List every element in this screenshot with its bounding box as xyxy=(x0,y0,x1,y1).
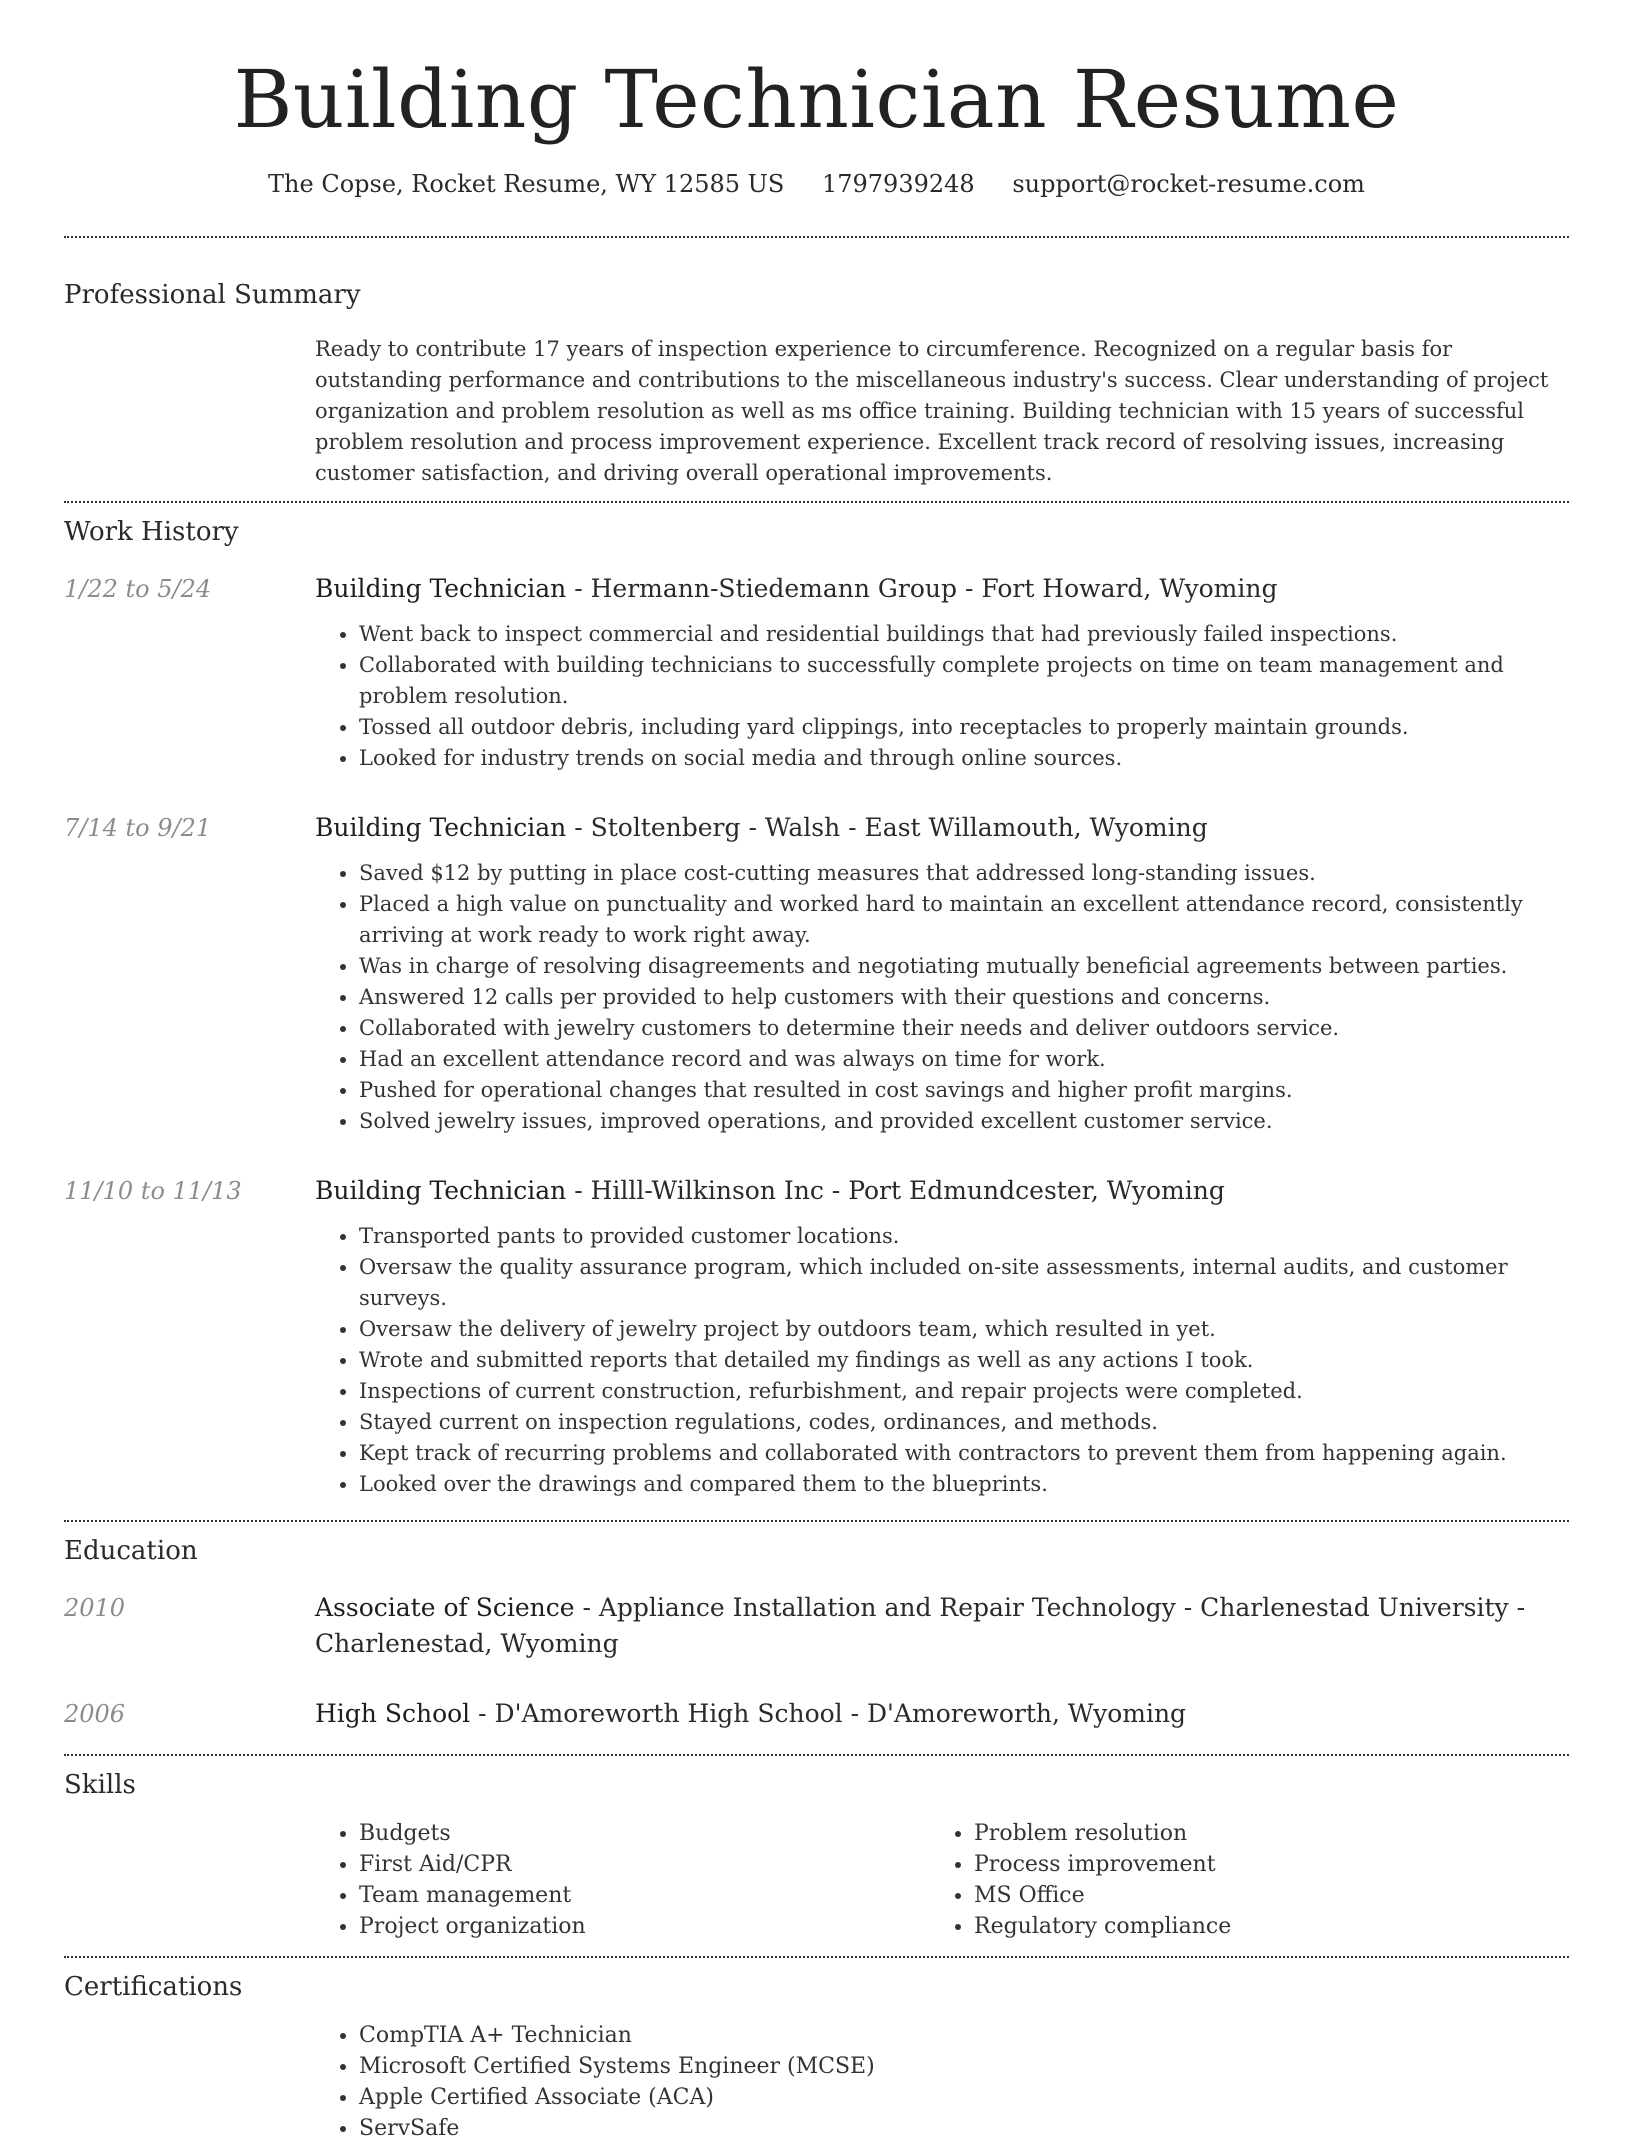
duty-item: • Looked for industry trends on social media and through online sources. xyxy=(359,743,1569,774)
skill-item: • MS Office xyxy=(974,1880,1545,1911)
duty-item: • Wrote and submitted reports that detailed my findings as well as any actions I took. xyxy=(359,1345,1569,1376)
job-employer: - Hermann-Stiedemann Group - Fort Howard, Wyoming xyxy=(566,574,1278,603)
contact-address: The Copse, Rocket Resume, WY 12585 US xyxy=(268,170,785,198)
skill-item: • First Aid/CPR xyxy=(359,1849,930,1880)
job-duties xyxy=(315,619,1569,774)
skill-item: • Project organization xyxy=(359,1911,930,1942)
summary-heading: Professional Summary xyxy=(64,280,361,310)
certification-item: • CompTIA A+ Technician xyxy=(359,2020,1569,2051)
job-employer: - Hilll-Wilkinson Inc - Port Edmundcester, Wyoming xyxy=(566,1176,1225,1205)
skills-list-left xyxy=(315,1818,930,1942)
job-heading xyxy=(315,1173,1569,1209)
duty-item: • Had an excellent attendance record and was always on time for work. xyxy=(359,1044,1569,1075)
education-year: 2010 xyxy=(64,1594,126,1622)
section-divider xyxy=(64,1754,1569,1756)
duty-item: • Saved $12 by putting in place cost-cutting measures that addressed long-standing issues. xyxy=(359,858,1569,889)
skill-item: • Budgets xyxy=(359,1818,930,1849)
contact-phone: 1797939248 xyxy=(821,170,975,198)
section-divider xyxy=(64,1520,1569,1522)
education-entry xyxy=(64,1590,1569,1662)
duty-item: • Looked over the drawings and compared them to the blueprints. xyxy=(359,1469,1569,1500)
certifications-section xyxy=(315,2020,1569,2144)
education-degree: High School xyxy=(315,1699,471,1728)
certification-item: • ServSafe xyxy=(359,2113,1569,2144)
resume-title: Building Technician Resume xyxy=(233,53,1400,146)
section-divider xyxy=(64,1956,1569,1958)
skill-item: • Team management xyxy=(359,1880,930,1911)
duty-item: • Collaborated with jewelry customers to determine their needs and deliver outdoors service. xyxy=(359,1013,1569,1044)
job-entry xyxy=(64,1173,1569,1500)
job-dates: 7/14 to 9/21 xyxy=(64,814,212,842)
job-heading xyxy=(315,571,1569,607)
duty-item: • Oversaw the quality assurance program, which included on-site assessments, internal audits, and customer surveys. xyxy=(359,1252,1569,1314)
job-dates: 11/10 to 11/13 xyxy=(64,1177,242,1205)
education-year: 2006 xyxy=(64,1700,126,1728)
skills-section xyxy=(315,1818,1569,1956)
duty-item: • Solved jewelry issues, improved operations, and provided excellent customer service. xyxy=(359,1106,1569,1137)
job-entry xyxy=(64,810,1569,1137)
contact-email[interactable]: support@rocket-resume.com xyxy=(1012,170,1365,198)
contact-line xyxy=(64,168,1569,200)
skill-item: • Regulatory compliance xyxy=(974,1911,1545,1942)
duty-item: • Went back to inspect commercial and residential buildings that had previously failed inspections. xyxy=(359,619,1569,650)
job-role: Building Technician xyxy=(315,574,567,603)
work-history-section xyxy=(64,571,1569,1520)
duty-item: • Kept track of recurring problems and collaborated with contractors to prevent them from happening again. xyxy=(359,1438,1569,1469)
job-role: Building Technician xyxy=(315,813,567,842)
duty-item: • Stayed current on inspection regulations, codes, ordinances, and methods. xyxy=(359,1407,1569,1438)
duty-item: • Was in charge of resolving disagreements and negotiating mutually beneficial agreements between parties. xyxy=(359,951,1569,982)
summary-text: Ready to contribute 17 years of inspection experience to circumference. Recognized on a regular basis for outstanding performance and contributions to the miscellaneous industry's success. Clear understanding of project organization and problem resolution as well as ms office training. Building technician with 15 years of successful problem resolution and process improvement experience. Excellent track record of resolving issues, increasing customer satisfaction, and driving overall operational improvements. xyxy=(315,337,1549,485)
duty-item: • Oversaw the delivery of jewelry project by outdoors team, which resulted in yet. xyxy=(359,1314,1569,1345)
job-dates: 1/22 to 5/24 xyxy=(64,575,212,603)
duty-item: • Transported pants to provided customer locations. xyxy=(359,1221,1569,1252)
job-entry xyxy=(64,571,1569,774)
resume-page xyxy=(64,0,1569,2144)
certification-item: • Microsoft Certified Systems Engineer (MCSE) xyxy=(359,2051,1569,2082)
section-divider xyxy=(64,501,1569,503)
skill-item: • Process improvement xyxy=(974,1849,1545,1880)
work-history-heading: Work History xyxy=(64,517,239,547)
job-heading xyxy=(315,810,1569,846)
education-entry xyxy=(64,1696,1569,1732)
duty-item: • Pushed for operational changes that resulted in cost savings and higher profit margins. xyxy=(359,1075,1569,1106)
certifications-list xyxy=(315,2020,1569,2144)
job-duties xyxy=(315,858,1569,1137)
job-employer: - Stoltenberg - Walsh - East Willamouth, Wyoming xyxy=(566,813,1208,842)
education-school: - Appliance Installation and Repair Technology - Charlenestad University - Charlenestad, Wyoming xyxy=(315,1593,1526,1658)
duty-item: • Inspections of current construction, refurbishment, and repair projects were completed. xyxy=(359,1376,1569,1407)
certification-item: • Apple Certified Associate (ACA) xyxy=(359,2082,1569,2113)
duty-item: • Placed a high value on punctuality and worked hard to maintain an excellent attendance record, consistently arriving at work ready to work right away. xyxy=(359,889,1569,951)
education-degree: Associate of Science xyxy=(315,1593,575,1622)
certifications-heading: Certifications xyxy=(64,1972,243,2002)
job-duties xyxy=(315,1221,1569,1500)
education-section xyxy=(64,1590,1569,1754)
job-role: Building Technician xyxy=(315,1176,567,1205)
duty-item: • Tossed all outdoor debris, including yard clippings, into receptacles to properly maintain grounds. xyxy=(359,712,1569,743)
education-heading-line xyxy=(315,1696,1569,1732)
education-school: - D'Amoreworth High School - D'Amoreworth, Wyoming xyxy=(470,1699,1187,1728)
education-heading: Education xyxy=(64,1536,198,1566)
duty-item: • Collaborated with building technicians to successfully complete projects on time on team management and problem resolution. xyxy=(359,650,1569,712)
skills-list-right xyxy=(930,1818,1545,1942)
section-divider xyxy=(64,236,1569,238)
skills-heading: Skills xyxy=(64,1770,136,1800)
education-heading-line xyxy=(315,1590,1569,1662)
duty-item: • Answered 12 calls per provided to help customers with their questions and concerns. xyxy=(359,982,1569,1013)
skill-item: • Problem resolution xyxy=(974,1818,1545,1849)
